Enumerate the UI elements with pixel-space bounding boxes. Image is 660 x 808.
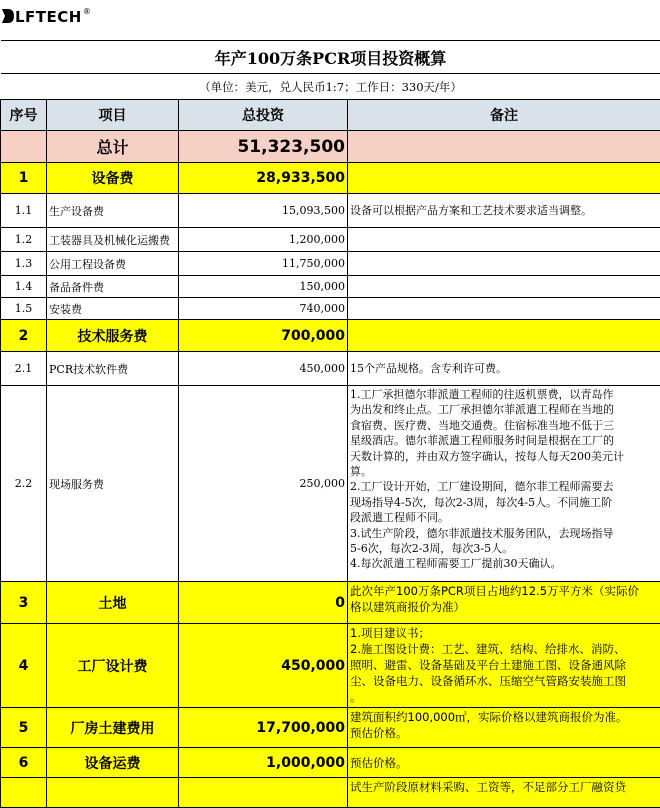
- row-note: [348, 320, 660, 352]
- row-item: 安装费: [47, 298, 179, 320]
- logo-text: LFTECH: [15, 8, 82, 26]
- row-value: 17,700,000: [179, 708, 348, 748]
- logo-mark-icon: [2, 9, 14, 23]
- table-row: [1, 352, 660, 386]
- row-item: 现场服务费: [47, 386, 179, 582]
- row-note: [348, 624, 660, 708]
- note-line: 预估价格。: [350, 725, 658, 741]
- row-item: 设备费: [47, 163, 179, 194]
- investment-table: [0, 40, 660, 808]
- header-note: 备注: [348, 100, 660, 131]
- unit-row: [1, 74, 660, 100]
- row-idx: 2.1: [1, 352, 47, 386]
- row-note: 15个产品规格。含专利许可费。: [348, 352, 660, 386]
- note-line: 现场指导4-5次，每次2-3周，每次4-5人。不同施工阶: [350, 495, 658, 510]
- row-value: 700,000: [179, 320, 348, 352]
- row-note: [348, 386, 660, 582]
- unit-note: （单位：美元，兑人民币1:7；工作日：330天/年）: [1, 74, 660, 100]
- note-line: 照明、避雷、设备基础及平台土建施工图、设备通风除: [350, 657, 658, 673]
- note-line: 星级酒店。德尔菲派遣工程师服务时间是根据在工厂的: [350, 433, 658, 448]
- page-title: 年产100万条PCR项目投资概算: [1, 41, 660, 74]
- note-line: 4.每次派遣工程师需要工厂提前30天确认。: [350, 556, 658, 571]
- note-line: 。: [350, 689, 658, 705]
- note-line: 1.工厂承担德尔菲派遣工程师的往返机票费，以青岛作: [350, 387, 658, 402]
- row-idx: 6: [1, 748, 47, 778]
- note-line: 食宿费、医疗费、当地交通费。住宿标准当地不低于三: [350, 418, 658, 433]
- row-value: 1,000,000: [179, 748, 348, 778]
- header-item: 项目: [47, 100, 179, 131]
- row-value: 28,933,500: [179, 163, 348, 194]
- table-row: [1, 252, 660, 276]
- row-note: 设备可以根据产品方案和工艺技术要求适当调整。: [348, 194, 660, 228]
- row-note: [348, 298, 660, 320]
- company-logo: [2, 8, 91, 30]
- note-line: 格以建筑商报价为准）: [350, 599, 658, 615]
- row-value: 740,000: [179, 298, 348, 320]
- row-item: 工装器具及机械化运搬费: [47, 228, 179, 252]
- row-note: [348, 582, 660, 624]
- row-idx: 4: [1, 624, 47, 708]
- total-row: [1, 131, 660, 163]
- note-line: 段派遣工程师不同。: [350, 510, 658, 525]
- title-row: [1, 41, 660, 74]
- row-item: 备品备件费: [47, 276, 179, 298]
- total-note: [348, 131, 660, 163]
- note-line: 算。: [350, 464, 658, 479]
- note-line: 天数计算的，并由双方签字确认，按每人每天200美元计: [350, 449, 658, 464]
- row-note: [348, 708, 660, 748]
- row-value: 15,093,500: [179, 194, 348, 228]
- note-line: 2.施工图设计费：工艺、建筑、结构、给排水、消防、: [350, 641, 658, 657]
- row-item: 厂房土建费用: [47, 708, 179, 748]
- header-total: 总投资: [179, 100, 348, 131]
- row-note: [348, 778, 660, 808]
- table-row: [1, 163, 660, 194]
- table-row: [1, 194, 660, 228]
- row-note: [348, 252, 660, 276]
- row-idx: 1.4: [1, 276, 47, 298]
- row-value: 0: [179, 582, 348, 624]
- note-line: 2.工厂设计开始，工厂建设期间，德尔菲工程师需要去: [350, 479, 658, 494]
- row-idx: 1.3: [1, 252, 47, 276]
- table-row: [1, 582, 660, 624]
- logo-registered-mark: ®: [83, 7, 92, 16]
- row-idx: 2: [1, 320, 47, 352]
- total-idx: [1, 131, 47, 163]
- row-idx: 3: [1, 582, 47, 624]
- note-line: 为出发和终止点。工厂承担德尔菲派遣工程师在当地的: [350, 402, 658, 417]
- row-idx: 5: [1, 708, 47, 748]
- row-idx: 1.5: [1, 298, 47, 320]
- row-value: 450,000: [179, 352, 348, 386]
- table-row: [1, 298, 660, 320]
- note-line: 1.项目建议书；: [350, 625, 658, 641]
- total-label: 总计: [47, 131, 179, 163]
- row-item: 生产设备费: [47, 194, 179, 228]
- total-value: 51,323,500: [179, 131, 348, 163]
- row-item: 公用工程设备费: [47, 252, 179, 276]
- row-value: 1,200,000: [179, 228, 348, 252]
- note-line: 建筑面积约100,000㎡，实际价格以建筑商报价为准。: [350, 709, 658, 725]
- note-line: 3.试生产阶段，德尔菲派遣技术服务团队，去现场指导: [350, 526, 658, 541]
- row-item: [47, 778, 179, 808]
- row-item: PCR技术软件费: [47, 352, 179, 386]
- header-idx: 序号: [1, 100, 47, 131]
- row-item: 技术服务费: [47, 320, 179, 352]
- table-row: [1, 624, 660, 708]
- row-item: 设备运费: [47, 748, 179, 778]
- table-row-partial: [1, 778, 660, 808]
- table-row: [1, 276, 660, 298]
- row-value: 150,000: [179, 276, 348, 298]
- table-row: [1, 320, 660, 352]
- table-row: [1, 386, 660, 582]
- row-idx: [1, 778, 47, 808]
- row-value: 450,000: [179, 624, 348, 708]
- row-idx: 1: [1, 163, 47, 194]
- row-note: [348, 228, 660, 252]
- row-value: 250,000: [179, 386, 348, 582]
- row-idx: 1.1: [1, 194, 47, 228]
- row-idx: 2.2: [1, 386, 47, 582]
- row-idx: 1.2: [1, 228, 47, 252]
- note-line: 5-6次，每次2-3周，每次3-5人。: [350, 541, 658, 556]
- row-value: 11,750,000: [179, 252, 348, 276]
- note-line: 此次年产100万条PCR项目占地约12.5万平方米（实际价: [350, 583, 658, 599]
- header-row: [1, 100, 660, 131]
- row-item: 工厂设计费: [47, 624, 179, 708]
- note-line: 试生产阶段原材料采购、工资等，不足部分工厂融资贷: [350, 779, 658, 795]
- table-row: [1, 748, 660, 778]
- table-row: [1, 228, 660, 252]
- row-note: [348, 163, 660, 194]
- table-row: [1, 708, 660, 748]
- row-note: 预估价格。: [348, 748, 660, 778]
- note-line: 尘、设备电力、设备循环水、压缩空气管路安装施工图: [350, 673, 658, 689]
- row-item: 土地: [47, 582, 179, 624]
- row-note: [348, 276, 660, 298]
- row-value: [179, 778, 348, 808]
